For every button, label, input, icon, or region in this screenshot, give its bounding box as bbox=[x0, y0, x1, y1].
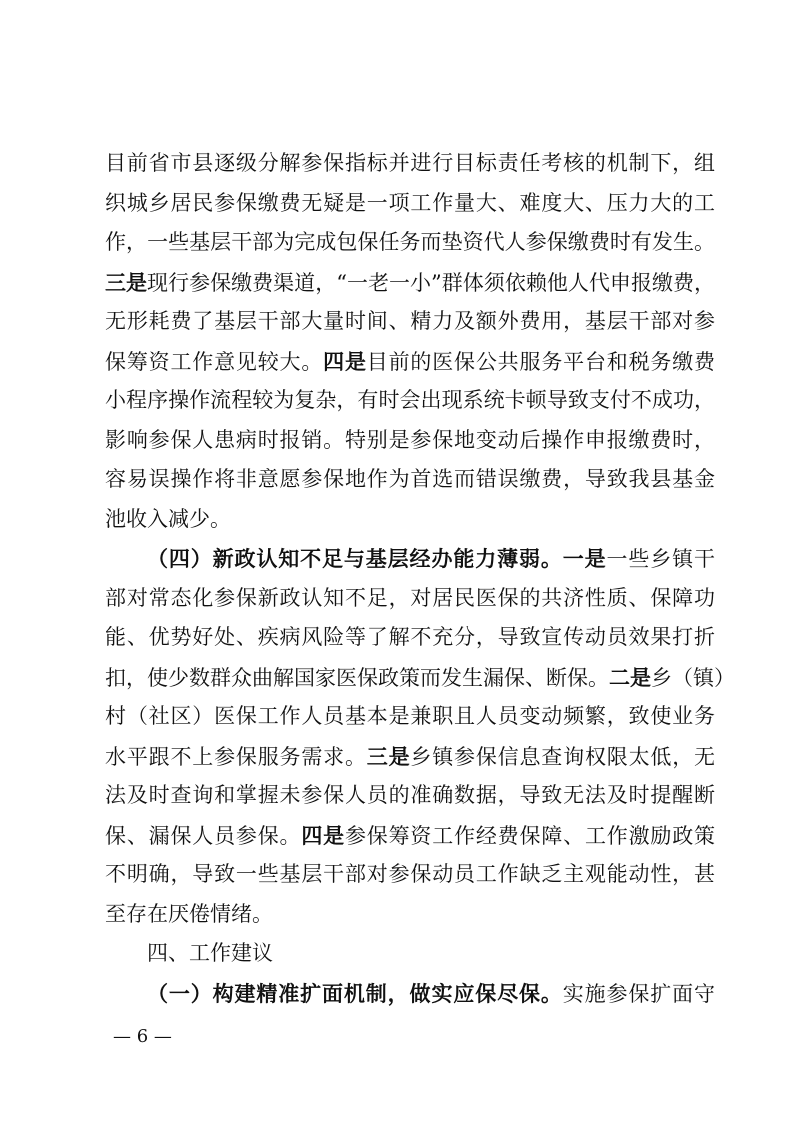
line-text: 至存在厌倦情绪。 bbox=[105, 901, 273, 926]
line-text: 作，一些基层干部为完成包保任务而垫资代人参保缴费时有发生。 bbox=[105, 230, 715, 254]
section-heading-line bbox=[105, 539, 715, 579]
text-line bbox=[105, 855, 715, 895]
line-text: 影响参保人患病时报销。特别是参保地变动后操作申报缴费时， bbox=[105, 427, 715, 452]
bold-lead: 四是 bbox=[301, 822, 345, 848]
text-line bbox=[105, 342, 715, 382]
line-text: 水平跟不上参保服务需求。 bbox=[105, 744, 367, 769]
line-text: 池收入减少。 bbox=[105, 506, 231, 531]
line-text: 织城乡居民参保缴费无疑是一项工作量大、难度大、压力大的工 bbox=[105, 190, 715, 215]
body-text bbox=[105, 144, 735, 1013]
text-line bbox=[105, 184, 715, 224]
text-line bbox=[105, 895, 715, 935]
text-line bbox=[105, 737, 715, 777]
page-number: — 6 — bbox=[113, 1026, 172, 1047]
bold-lead: 三是 bbox=[105, 269, 148, 295]
line-text: 乡镇参保信息查询权限太低，无 bbox=[410, 744, 716, 769]
text-line bbox=[105, 618, 715, 658]
line-text: 保筹资工作意见较大。 bbox=[105, 349, 324, 374]
line-text: 扣，使少数群众曲解国家医保政策而发生漏保、断保。 bbox=[105, 665, 609, 690]
line-text: 村（社区）医保工作人员基本是兼职且人员变动频繁，致使业务 bbox=[105, 704, 715, 728]
line-text: 能、优势好处、疾病风险等了解不充分，导致宣传动员效果打折 bbox=[105, 625, 715, 649]
line-text: 无形耗费了基层干部大量时间、精力及额外费用，基层干部对参 bbox=[105, 309, 715, 333]
bold-lead: 四是 bbox=[323, 348, 367, 374]
bold-lead: （一）构建精准扩面机制，做实应保尽保。 bbox=[147, 980, 563, 1006]
line-text: 参保筹资工作经费保障、工作激励政策 bbox=[344, 823, 716, 848]
text-line bbox=[105, 697, 715, 737]
text-line bbox=[105, 302, 715, 342]
text-line bbox=[105, 223, 715, 263]
line-text: 目前的医保公共服务平台和税务缴费 bbox=[366, 349, 716, 374]
text-line bbox=[105, 263, 715, 303]
text-line bbox=[105, 381, 715, 421]
line-text: 容易误操作将非意愿参保地作为首选而错误缴费，导致我县基金 bbox=[105, 467, 715, 491]
line-text: 目前省市县逐级分解参保指标并进行目标责任考核的机制下，组 bbox=[105, 151, 715, 175]
line-text: 乡（镇） bbox=[651, 665, 735, 690]
chapter-heading bbox=[105, 934, 715, 974]
text-line bbox=[105, 776, 715, 816]
bold-lead: 三是 bbox=[366, 743, 411, 769]
text-line bbox=[105, 658, 735, 698]
line-text: 现行参保缴费渠道，“一老一小”群体须依赖他人代申报缴费， bbox=[147, 270, 715, 295]
line-text: 小程序操作流程较为复杂，有时会出现系统卡顿导致支付不成功， bbox=[105, 388, 715, 412]
line-text: 保、漏保人员参保。 bbox=[105, 823, 302, 848]
section-heading-line bbox=[105, 974, 715, 1014]
text-line bbox=[105, 144, 715, 184]
bold-lead: 二是 bbox=[609, 664, 651, 690]
line-text: 一些乡镇干 bbox=[606, 547, 716, 571]
heading-text: 四、工作建议 bbox=[147, 941, 273, 965]
text-line bbox=[105, 421, 715, 461]
line-text: 部对常态化参保新政认知不足，对居民医保的共济性质、保障功 bbox=[105, 585, 715, 610]
bold-lead: （四）新政认知不足与基层经办能力薄弱。一是 bbox=[147, 546, 607, 571]
line-text: 不明确，导致一些基层干部对参保动员工作缺乏主观能动性，甚 bbox=[105, 862, 715, 886]
text-line bbox=[105, 579, 715, 619]
line-text: 实施参保扩面守 bbox=[562, 981, 715, 1006]
text-line bbox=[105, 500, 715, 540]
line-text: 法及时查询和掌握未参保人员的准确数据，导致无法及时提醒断 bbox=[105, 783, 715, 807]
text-line bbox=[105, 816, 715, 856]
text-line bbox=[105, 460, 715, 500]
